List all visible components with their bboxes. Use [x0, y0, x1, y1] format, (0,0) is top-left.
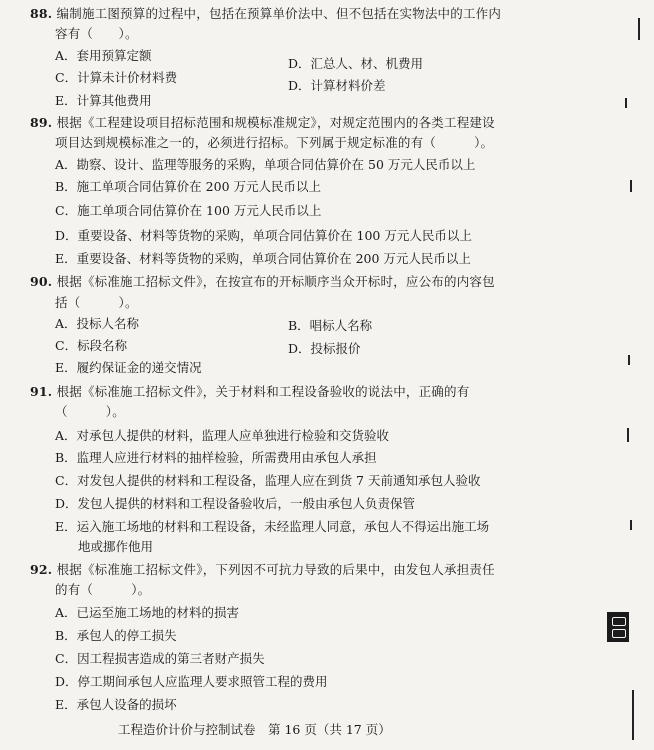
- question-90-stem-line-1: [30, 274, 495, 290]
- question-90-option-a: A．投标人名称: [55, 316, 140, 331]
- question-92-option-b: B．承包人的停工损失: [55, 628, 177, 643]
- question-91-option-d: D．发包人提供的材料和工程设备验收后，一般由承包人负责保管: [55, 496, 416, 511]
- scan-mark: [638, 18, 640, 40]
- question-91-option-e: E．运入施工场地的材料和工程设备，未经监理人同意，承包人不得运出施工场: [55, 519, 490, 534]
- scan-mark: [627, 428, 629, 442]
- question-stem: 根据《标准施工招标文件》，关于材料和工程设备验收的说法中，正确的有: [56, 384, 470, 399]
- question-90-option-d: D．投标报价: [288, 341, 361, 356]
- question-90-option-b: B．唱标人名称: [288, 318, 373, 333]
- question-number: 89.: [30, 115, 53, 130]
- question-89-option-a: A．勘察、设计、监理等服务的采购，单项合同估算价在 50 万元人民币以上: [55, 157, 476, 172]
- question-89-option-d: D．重要设备、材料等货物的采购，单项合同估算价在 100 万元人民币以上: [55, 228, 472, 243]
- binder-clip-icon: [607, 612, 629, 642]
- question-89-option-e: E．重要设备、材料等货物的采购，单项合同估算价在 200 万元人民币以上: [55, 251, 471, 266]
- question-number: 90.: [30, 274, 53, 289]
- scan-mark: [628, 355, 630, 365]
- scan-mark: [632, 690, 634, 740]
- question-89-option-b: B．施工单项合同估算价在 200 万元人民币以上: [55, 179, 321, 194]
- question-91-option-c: C．对发包人提供的材料和工程设备，监理人应在到货 7 天前通知承包人验收: [55, 473, 481, 488]
- question-88-option-b: D．汇总人、材、机费用: [288, 56, 424, 71]
- question-91-stem-line-2: （ ）。: [55, 404, 125, 419]
- question-number: 92.: [30, 562, 53, 577]
- question-90-option-e: E．履约保证金的递交情况: [55, 360, 202, 375]
- question-88-stem-line-2: 容有（ ）。: [55, 26, 138, 41]
- scan-mark: [630, 520, 632, 530]
- question-92-option-a: A．已运至施工场地的材料的损害: [55, 605, 240, 620]
- scan-mark: [625, 98, 627, 108]
- question-91-option-b: B．监理人应进行材料的抽样检验，所需费用由承包人承担: [55, 450, 377, 465]
- question-90-stem-line-2: 括（ ）。: [55, 295, 138, 310]
- question-92-option-d: D．停工期间承包人应监理人要求照管工程的费用: [55, 674, 328, 689]
- question-stem: 编制施工图预算的过程中，包括在预算单价法中、但不包括在实物法中的工作内: [56, 6, 502, 21]
- question-stem: 根据《标准施工招标文件》，在按宣布的开标顺序当众开标时，应公布的内容包: [56, 274, 495, 289]
- question-91-stem-line-1: [30, 384, 469, 400]
- scan-mark: [630, 180, 632, 192]
- question-number: 91.: [30, 384, 53, 399]
- question-88-option-e: E．计算其他费用: [55, 93, 152, 108]
- question-90-option-c: C．标段名称: [55, 338, 128, 353]
- question-92-option-e: E．承包人设备的损坏: [55, 697, 177, 712]
- question-88-option-c: C．计算未计价材料费: [55, 70, 178, 85]
- question-89-stem-line-1: [30, 115, 495, 131]
- question-92-stem-line-1: [30, 562, 495, 578]
- question-89-option-c: C．施工单项合同估算价在 100 万元人民币以上: [55, 203, 322, 218]
- question-88-option-a: A．套用预算定额: [55, 48, 152, 63]
- question-91-option-a: A．对承包人提供的材料，监理人应单独进行检验和交货验收: [55, 428, 390, 443]
- question-stem: 根据《标准施工招标文件》，下列因不可抗力导致的后果中，由发包人承担责任: [56, 562, 495, 577]
- question-88-option-d: D．计算材料价差: [288, 78, 386, 93]
- question-88-stem-line-1: [30, 6, 501, 22]
- question-number: 88.: [30, 6, 53, 21]
- question-89-stem-line-2: 项目达到规模标准之一的，必须进行招标。下列属于规定标准的有（ ）。: [55, 135, 494, 150]
- question-92-stem-line-2: 的有（ ）。: [55, 582, 151, 597]
- question-91-option-e-continued: 地或挪作他用: [78, 539, 154, 554]
- question-stem: 根据《工程建设项目招标范围和规模标准规定》，对规定范围内的各类工程建设: [56, 115, 495, 130]
- question-92-option-c: C．因工程损害造成的第三者财产损失: [55, 651, 265, 666]
- page-footer: 工程造价计价与控制试卷 第 16 页（共 17 页）: [118, 722, 391, 737]
